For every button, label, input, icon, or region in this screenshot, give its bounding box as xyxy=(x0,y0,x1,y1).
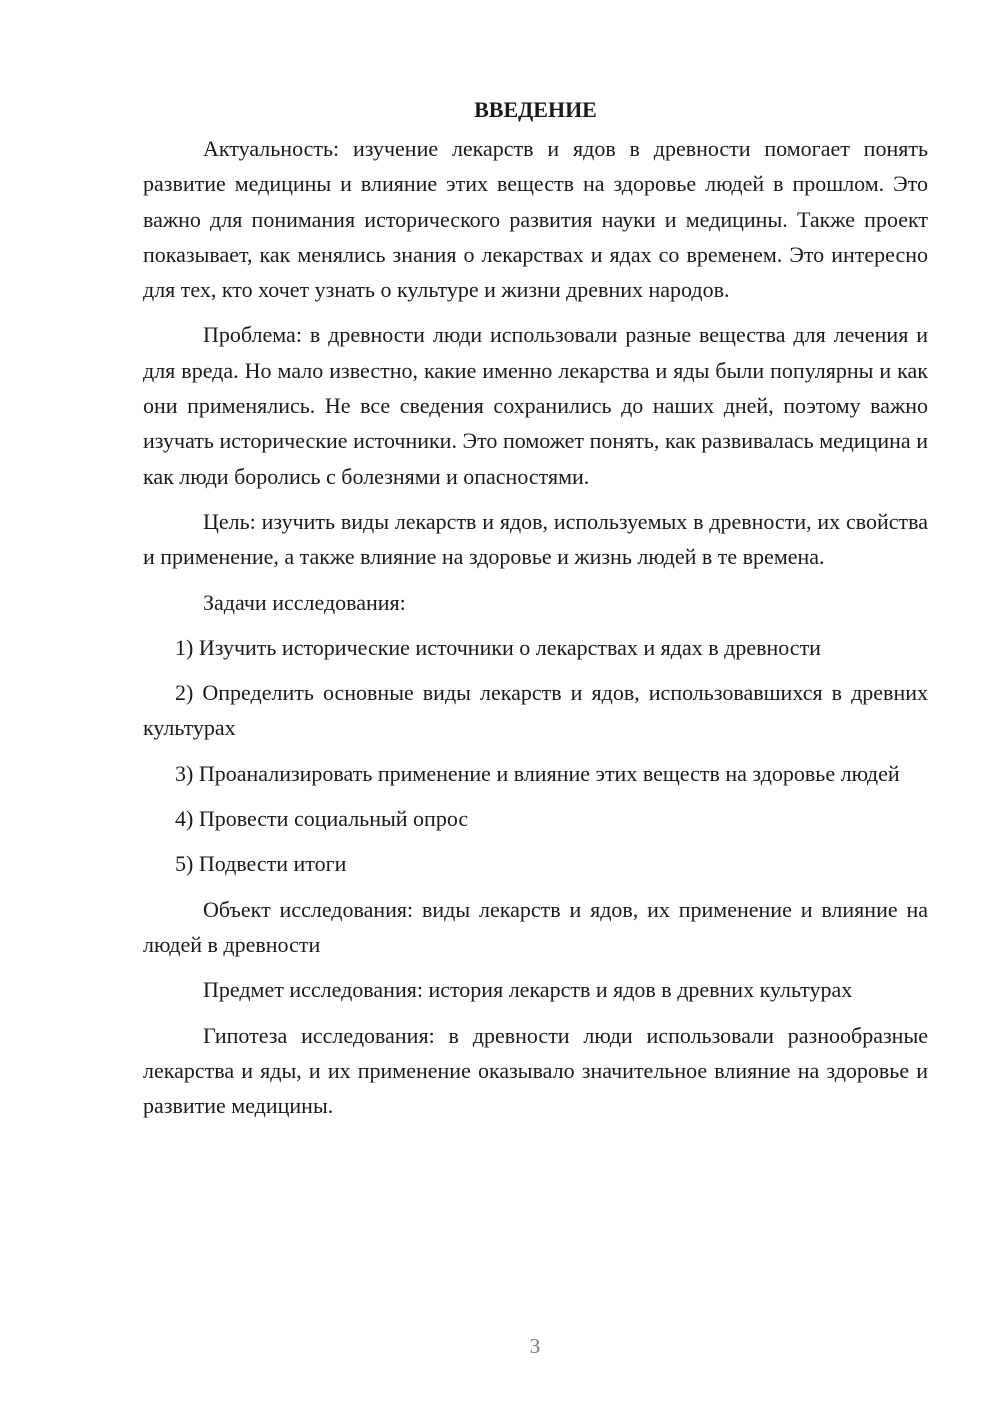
task-item-1: 1) Изучить исторические источники о лекарствах и ядах в древности xyxy=(175,634,821,660)
task-item-5: 5) Подвести итоги xyxy=(175,851,347,877)
page-number: 3 xyxy=(529,1334,541,1358)
paragraph-subject: Предмет исследования: история лекарств и ядов в древних культурах xyxy=(203,977,853,1003)
paragraph-relevance: Актуальность: изучение лекарств и ядов в древности помогает понять развитие медицины и влияние этих веществ на здоровье людей в прошлом. Это важно для понимания исторического развития науки и медицины. Также проект показывает, как менялись знания о лекарствах и ядах со временем. Это интересно для тех, кто хочет узнать о культуре и жизни древних народов. xyxy=(143,136,928,303)
paragraph-goal: Цель: изучить виды лекарств и ядов, используемых в древности, их свойства и применение, а также влияние на здоровье и жизнь людей в те времена. xyxy=(143,508,928,570)
paragraph-problem: Проблема: в древности люди использовали разные вещества для лечения и для вреда. Но мало известно, какие именно лекарства и яды были популярны и как они применялись. Не все сведения сохранились до наших дней, поэтому важно изучать исторические источники. Это поможет понять, как развивалась медицина и как люди боролись с болезнями и опасностями. xyxy=(143,322,928,489)
task-item-4: 4) Провести социальный опрос xyxy=(175,806,469,832)
paragraph-object: Объект исследования: виды лекарств и ядов, их применение и влияние на людей в древности xyxy=(143,896,928,957)
document-page xyxy=(143,92,928,1133)
task-item-3: 3) Проанализировать применение и влияние этих веществ на здоровье людей xyxy=(175,760,900,786)
task-item-2: 2) Определить основные виды лекарств и ядов, использовавшихся в древних культурах xyxy=(143,680,928,741)
tasks-heading: Задачи исследования: xyxy=(203,589,406,615)
page-title: ВВЕДЕНИЕ xyxy=(474,97,597,122)
paragraph-hypothesis: Гипотеза исследования: в древности люди использовали разнообразные лекарства и яды, и их применение оказывало значительное влияние на здоровье и развитие медицины. xyxy=(143,1022,928,1119)
